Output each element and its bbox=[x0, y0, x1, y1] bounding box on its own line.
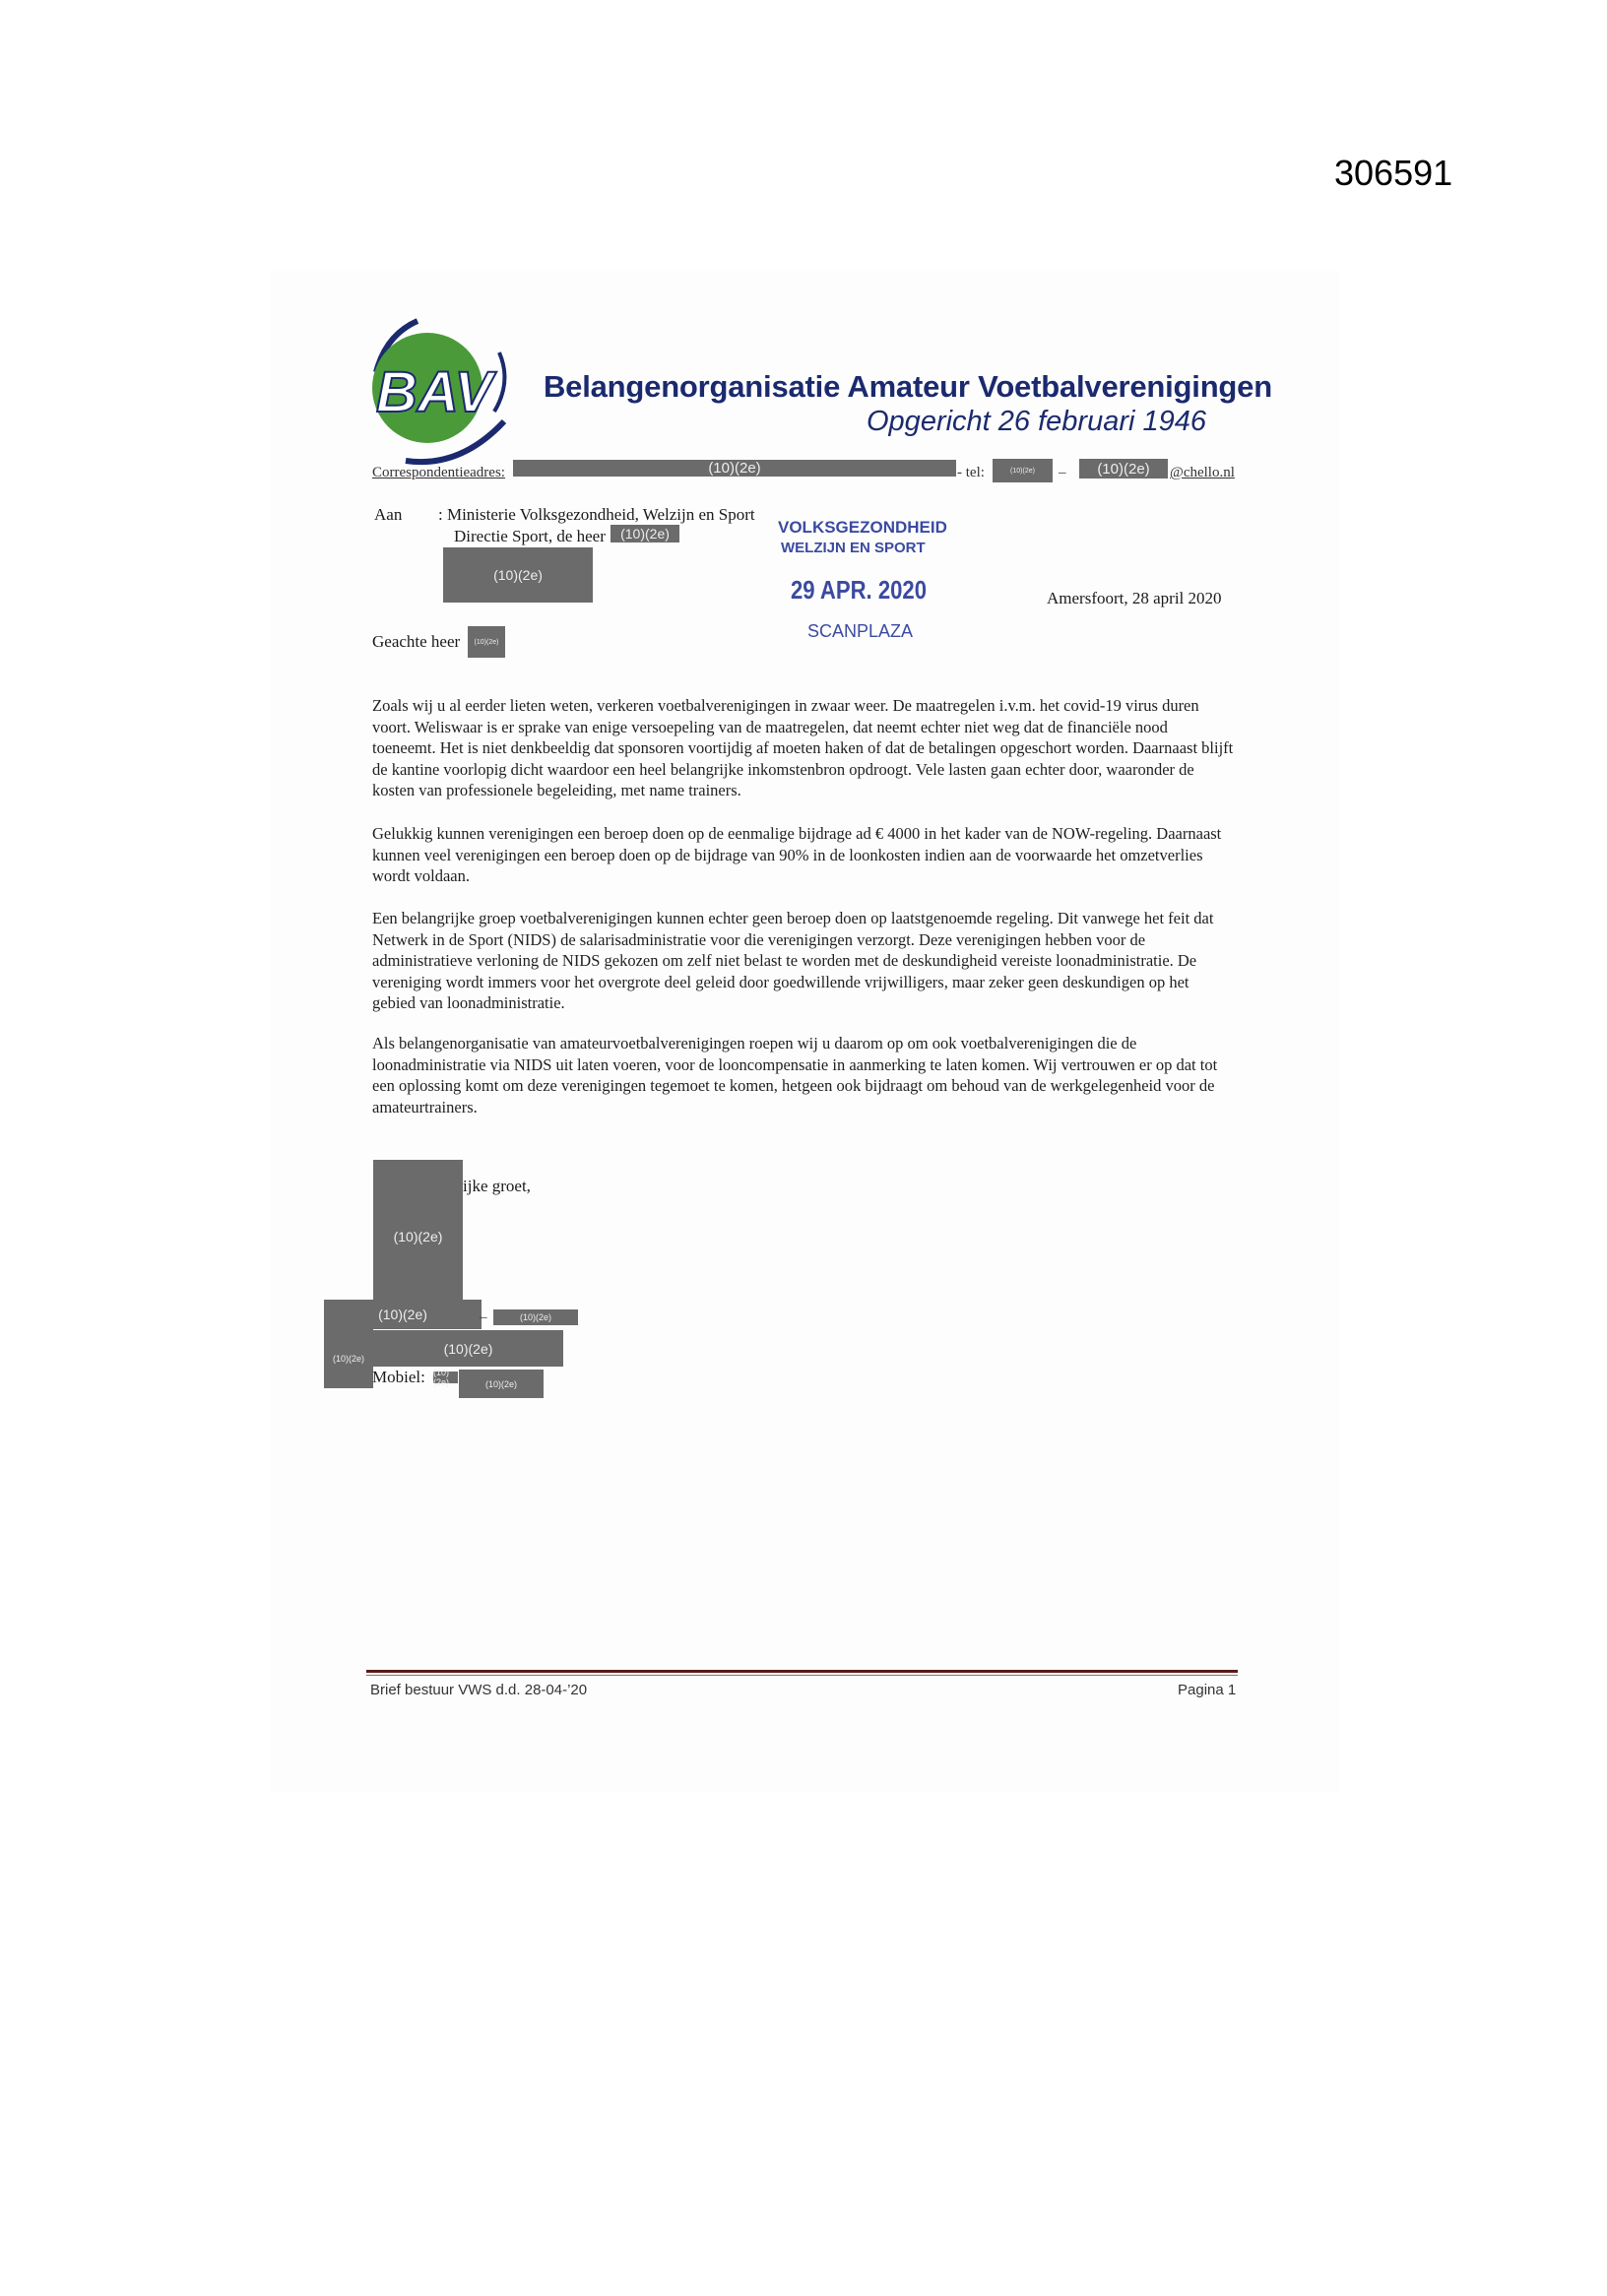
footer-rule-thin bbox=[366, 1675, 1238, 1676]
redaction-name: (10)(2e) bbox=[373, 1330, 563, 1367]
redaction-address: (10)(2e) bbox=[513, 460, 956, 477]
stamp-line2: WELZIJN EN SPORT bbox=[781, 540, 926, 556]
stamp-scanplaza: SCANPLAZA bbox=[807, 621, 914, 641]
footer-reference: Brief bestuur VWS d.d. 28-04-’20 bbox=[370, 1682, 588, 1698]
redaction-tel: (10)(2e) bbox=[993, 459, 1053, 482]
document-number: 306591 bbox=[1334, 153, 1453, 193]
closing: ijke groet, bbox=[463, 1177, 531, 1195]
recipient-line2: Directie Sport, de heer bbox=[454, 527, 606, 545]
logo-arc-right bbox=[494, 352, 504, 412]
redaction-name-left: (10)(2e) bbox=[324, 1300, 482, 1329]
recipient-line1: : Ministerie Volksgezondheid, Welzijn en Sport bbox=[438, 505, 755, 524]
founded-date: Opgericht 26 februari 1946 bbox=[867, 406, 1206, 437]
logo-text: BAV bbox=[376, 360, 493, 424]
contact-dash: – bbox=[1059, 465, 1066, 480]
paragraph-4: Als belangenorganisatie van amateurvoetbalverenigingen roepen wij u daarom op om ook voetbalverenigingen die de loonadministratie via NIDS uit laten voeren, voor de looncompensatie in aanmerking te laten komen. Wij vertrouwen er op dat tot een oplossing komt om deze verenigingen tegemoet te komen, hetgeen ook bijdraagt om behoud van de werkgelegenheid voor de amateurtrainers. bbox=[372, 1034, 1218, 1116]
redaction-salutation: (10)(2e) bbox=[468, 626, 505, 658]
recipient-label: Aan bbox=[374, 505, 403, 524]
footer-rule bbox=[366, 1670, 1238, 1673]
stamp-line1: VOLKSGEZONDHEID bbox=[778, 518, 947, 537]
scanned-page bbox=[271, 271, 1339, 1792]
paragraph-3: Een belangrijke groep voetbalverenigingen kunnen echter geen beroep doen op laatstgenoemde regeling. Dit vanwege het feit dat Netwerk in de Sport (NIDS) de salarisadministratie voor die verenigingen verzorgt. Deze verenigingen hebben voor de administratieve verloning de NIDS gekozen om zelf niet belast te worden met de deskundigheid vereiste loonadministratie. De vereniging wordt immers voor het overgrote deel geleid door goedwillende vrijwilligers, maar zeker geen deskundigen op het gebied van loonadministratie. bbox=[372, 909, 1214, 1012]
redaction-recipient-name: (10)(2e) bbox=[611, 525, 679, 542]
redaction-mobile-small: (10)(2e) bbox=[433, 1371, 458, 1383]
mobile-label: Mobiel: bbox=[372, 1368, 425, 1386]
organization-name: Belangenorganisatie Amateur Voetbalverenigingen bbox=[544, 369, 1272, 404]
redaction-mobile: (10)(2e) bbox=[459, 1370, 544, 1398]
email-suffix: @chello.nl bbox=[1170, 465, 1235, 480]
redaction-title: (10)(2e) bbox=[493, 1309, 578, 1325]
bav-logo bbox=[366, 313, 539, 469]
paragraph-2: Gelukkig kunnen verenigingen een beroep doen op de eenmalige bijdrage ad € 4000 in het kader van de NOW-regeling. Daarnaast kunnen veel verenigingen een beroep doen op de bijdrage van 90% in de loonkosten indien aan de voorwaarde het omzetverlies wordt voldaan. bbox=[372, 824, 1222, 885]
salutation: Geachte heer bbox=[372, 632, 461, 651]
correspondence-address-label: Correspondentieadres: bbox=[372, 465, 505, 480]
stamp-date: 29 APR. 2020 bbox=[791, 575, 928, 605]
signature-dash: – bbox=[480, 1309, 487, 1325]
redaction-recipient-block: (10)(2e) bbox=[443, 547, 593, 603]
footer-page-number: Pagina 1 bbox=[1178, 1682, 1237, 1698]
redaction-email: (10)(2e) bbox=[1079, 459, 1168, 478]
place-date: Amersfoort, 28 april 2020 bbox=[1047, 589, 1222, 607]
redaction-signature: (10)(2e) bbox=[373, 1160, 463, 1312]
paragraph-1: Zoals wij u al eerder lieten weten, verkeren voetbalverenigingen in zwaar weer. De maatregelen i.v.m. het covid-19 virus duren voort. Weliswaar is er sprake van enige versoepeling van de maatregelen, dat neemt echter niet weg dat de financiële nood toeneemt. Het is niet denkbeeldig dat sponsoren voortijdig af moeten haken of dat de betalingen opgeschort worden. Daarnaast blijft de kantine voorlopig dicht waardoor een heel belangrijke inkomstenbron opdroogt. Vele lasten gaan echter door, waaronder de kosten van professionele begeleiding, met name trainers. bbox=[372, 696, 1234, 799]
tel-label: - tel: bbox=[957, 465, 985, 480]
redaction-name-small: (10)(2e) bbox=[324, 1329, 373, 1388]
